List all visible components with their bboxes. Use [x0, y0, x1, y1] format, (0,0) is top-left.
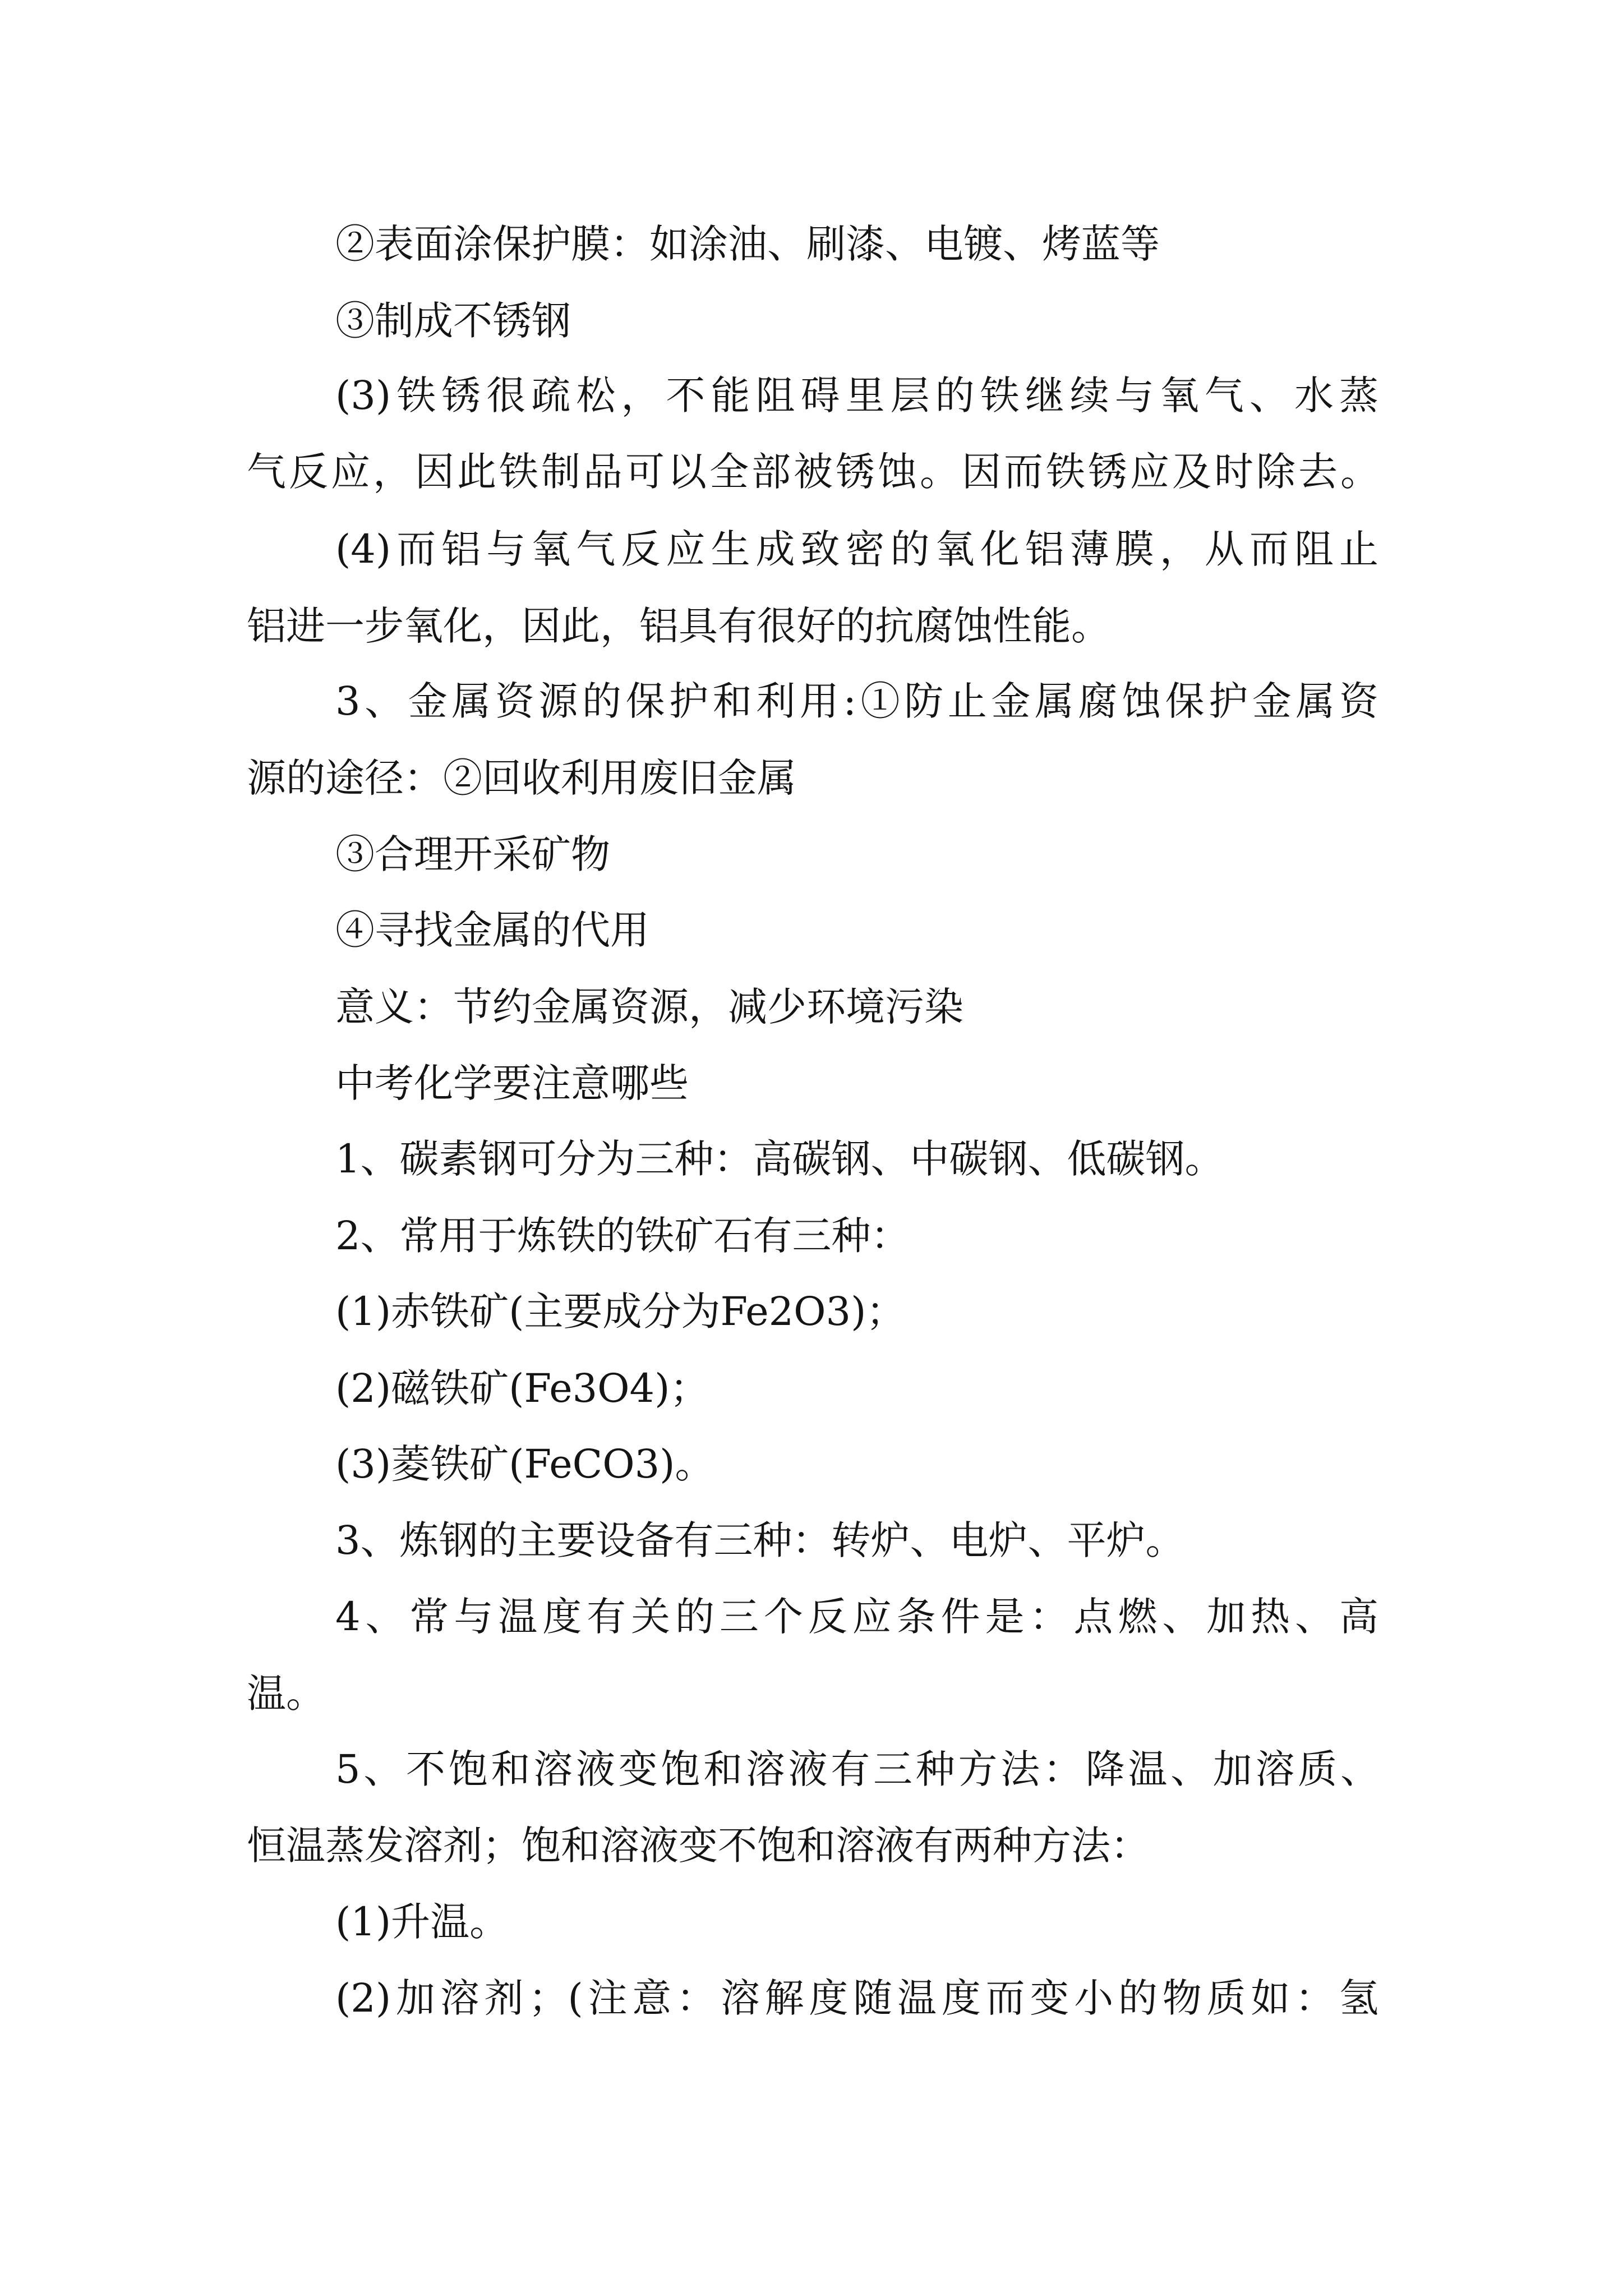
text-line: ③合理开采矿物	[335, 831, 610, 877]
text-line: 5、不饱和溶液变饱和溶液有三种方法：降温、加溶质、	[335, 1746, 1380, 1792]
text-line: 2、常用于炼铁的铁矿石有三种：	[335, 1213, 910, 1259]
text-line: 3、炼钢的主要设备有三种：转炉、电炉、平炉。	[335, 1517, 1185, 1563]
text-line: ②表面涂保护膜：如涂油、刷漆、电镀、烤蓝等	[335, 221, 1160, 267]
text-line: 3、金属资源的保护和利用:①防止金属腐蚀保护金属资	[335, 678, 1378, 724]
text-line: 气反应，因此铁制品可以全部被锈蚀。因而铁锈应及时除去。	[247, 449, 1380, 495]
text-line: (3)铁锈很疏松，不能阻碍里层的铁继续与氧气、水蒸	[335, 372, 1378, 418]
text-line: 4、常与温度有关的三个反应条件是：点燃、加热、高	[335, 1594, 1378, 1640]
text-line: 铝进一步氧化，因此，铝具有很好的抗腐蚀性能。	[247, 603, 1110, 649]
text-line: (1)赤铁矿(主要成分为Fe2O3)；	[335, 1289, 906, 1335]
text-line: ③制成不锈钢	[335, 298, 571, 344]
text-line: 恒温蒸发溶剂；饱和溶液变不饱和溶液有两种方法：	[247, 1823, 1150, 1869]
text-line: 意义：节约金属资源，减少环境污染	[335, 984, 963, 1030]
text-line: (4)而铝与氧气反应生成致密的氧化铝薄膜，从而阻止	[335, 526, 1378, 572]
text-line: 源的途径：②回收利用废旧金属	[247, 755, 796, 801]
text-line: 温。	[247, 1671, 325, 1717]
text-line: (2)磁铁矿(Fe3O4)；	[335, 1365, 709, 1411]
text-line: 1、碳素钢可分为三种：高碳钢、中碳钢、低碳钢。	[335, 1136, 1224, 1182]
text-line: ④寻找金属的代用	[335, 907, 649, 953]
text-line: (1)升温。	[335, 1899, 509, 1945]
section-heading: 中考化学要注意哪些	[335, 1060, 689, 1106]
text-line: (3)菱铁矿(FeCO3)。	[335, 1441, 714, 1487]
text-line: (2)加溶剂；(注意：溶解度随温度而变小的物质如：氢	[335, 1975, 1378, 2021]
